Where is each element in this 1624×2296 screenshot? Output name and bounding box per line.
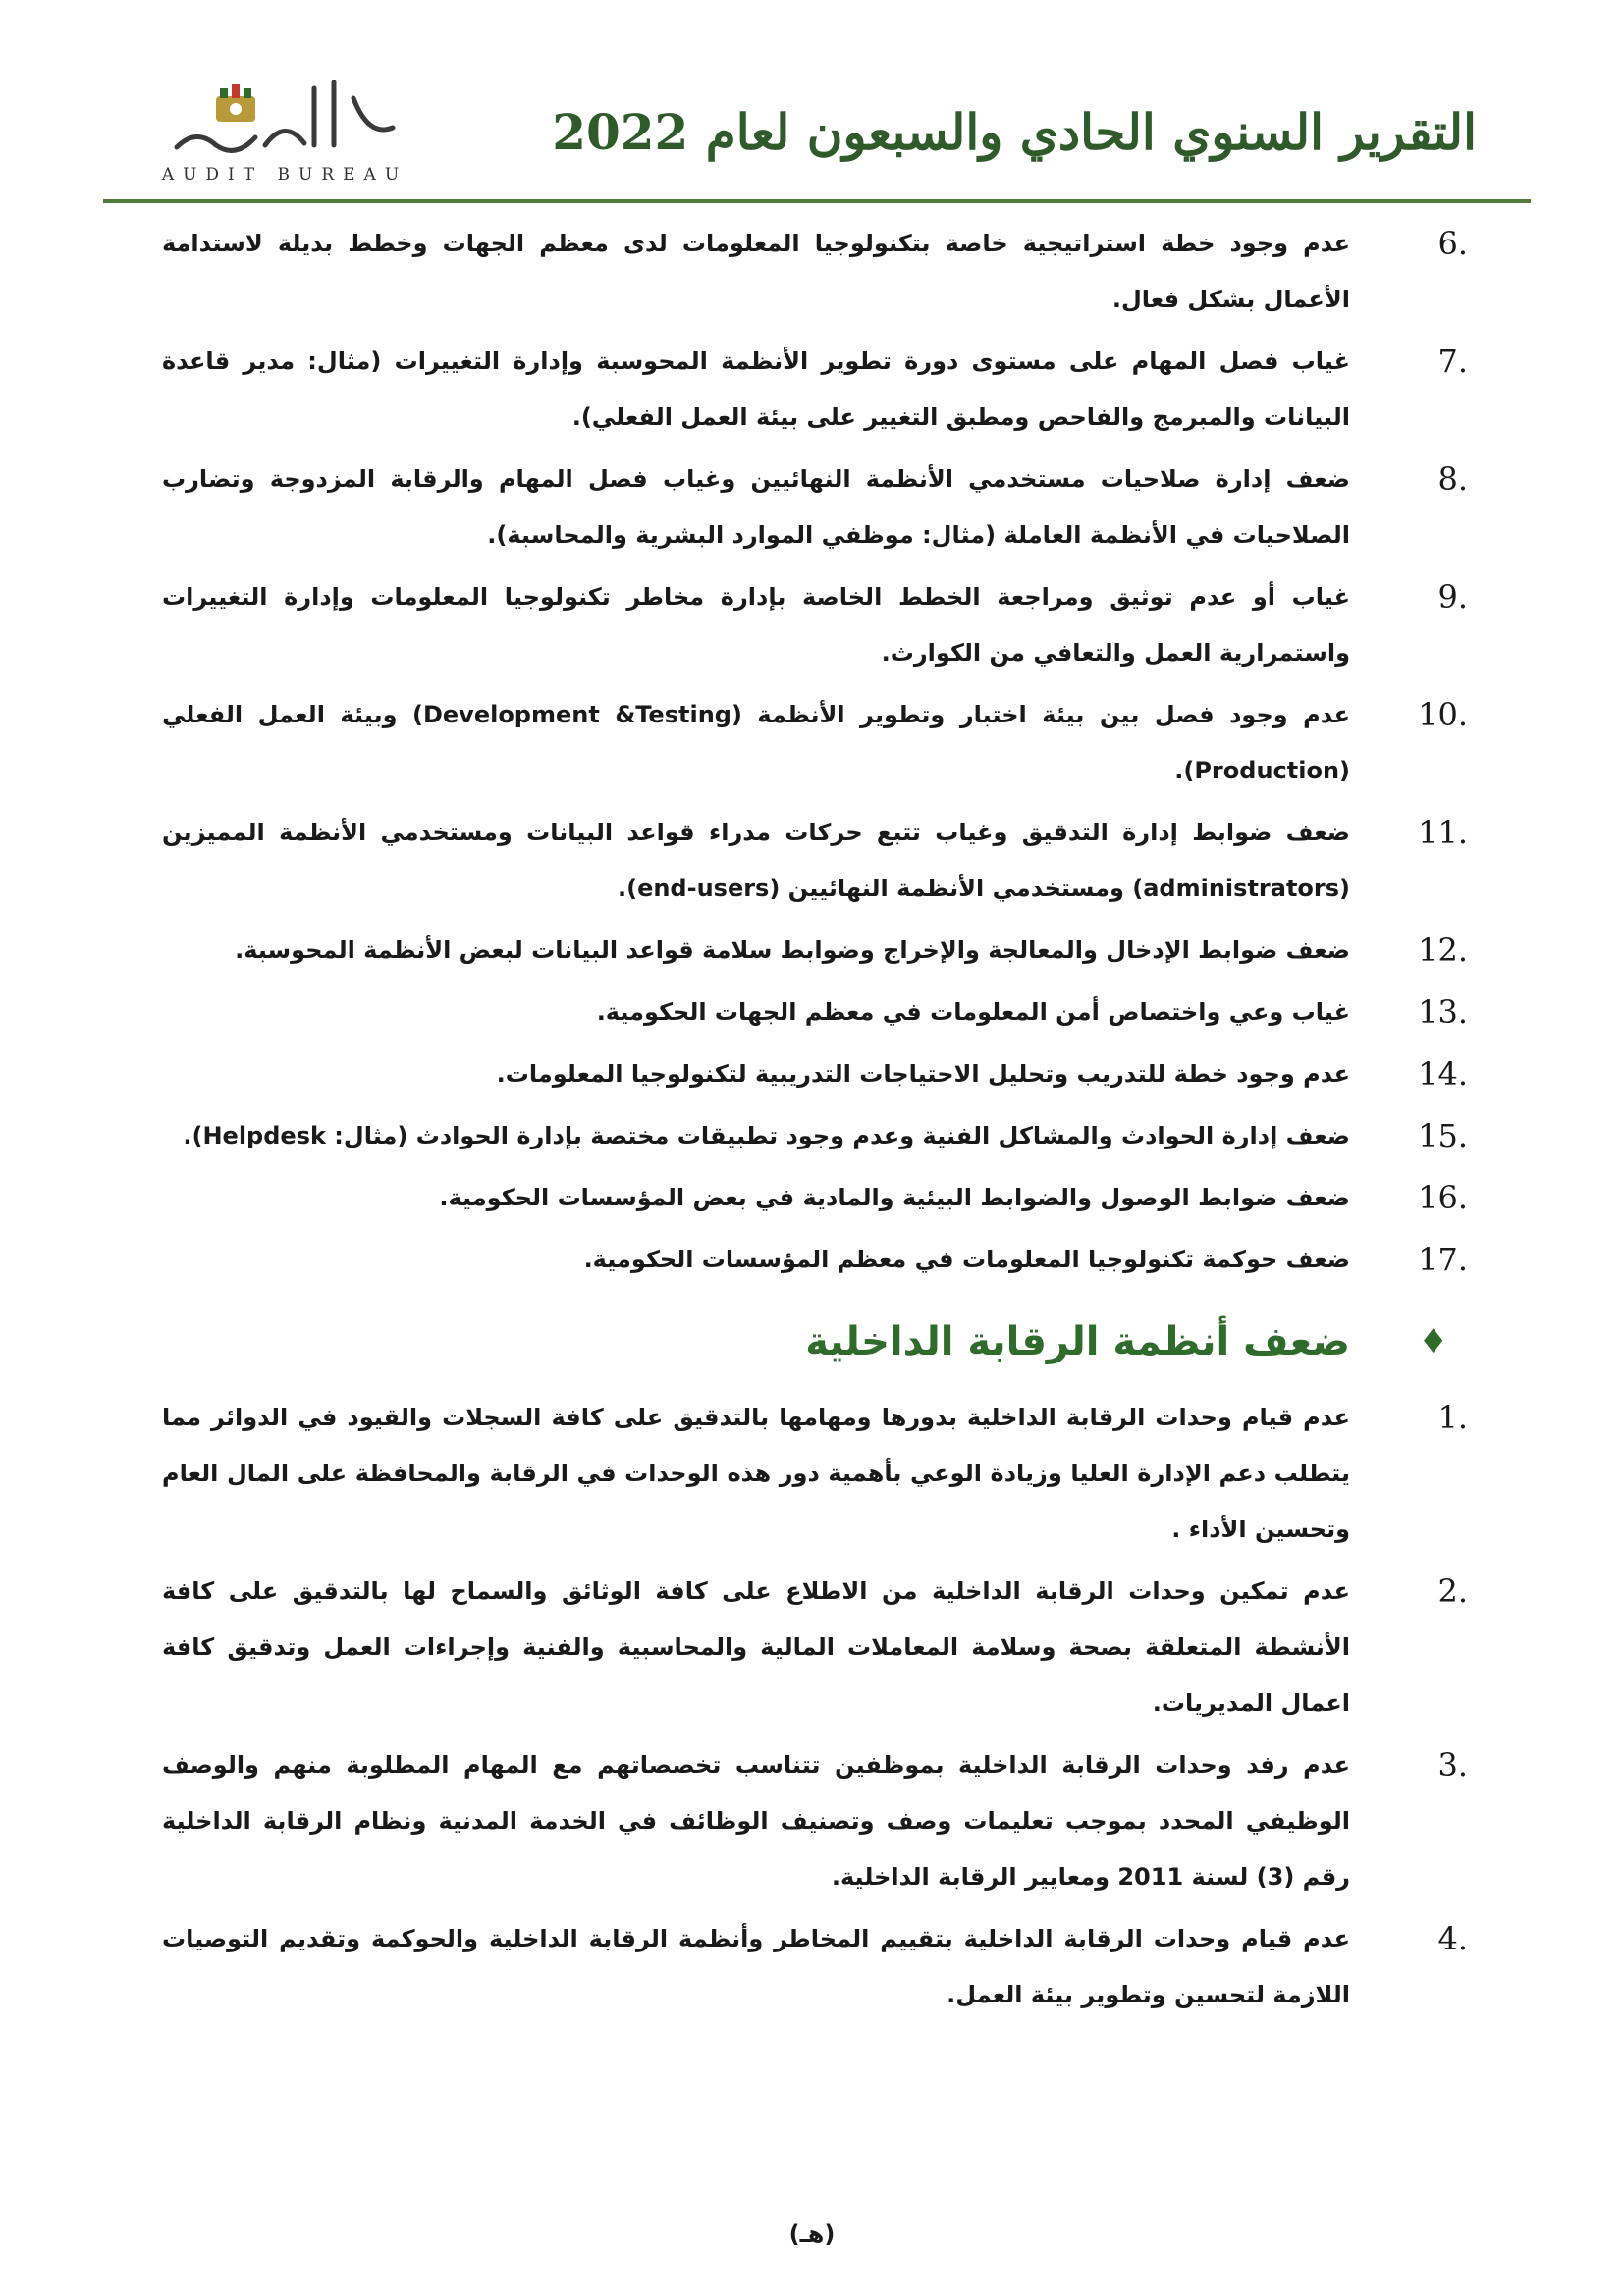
- list-item: [162, 1046, 1468, 1102]
- item-number: 1.: [1437, 1399, 1468, 1436]
- item-text: ضعف ضوابط الوصول والضوابط البيئية والمادية في بعض المؤسسات الحكومية.: [439, 1184, 1350, 1211]
- list-item: [162, 985, 1468, 1041]
- list-item: [162, 1737, 1468, 1905]
- list-item: [162, 1911, 1468, 2023]
- list-item: [162, 452, 1468, 563]
- internal-control-list: [162, 1390, 1468, 2023]
- item-text: عدم وجود خطة استراتيجية خاصة بتكنولوجيا المعلومات لدى معظم الجهات وخطط بديلة لاستدامة الأعمال بشكل فعال.: [162, 230, 1350, 313]
- it-weakness-list: [162, 216, 1468, 1288]
- item-number: 9.: [1437, 578, 1468, 615]
- item-number: 10.: [1418, 696, 1468, 733]
- item-number: 3.: [1437, 1746, 1468, 1784]
- item-text: ضعف حوكمة تكنولوجيا المعلومات في معظم المؤسسات الحكومية.: [583, 1246, 1350, 1273]
- page-number: (هـ): [788, 2220, 836, 2248]
- item-number: 17.: [1418, 1241, 1468, 1278]
- list-item: [162, 805, 1468, 917]
- item-number: 6.: [1437, 225, 1468, 262]
- section-title-text: ضعف أنظمة الرقابة الداخلية: [805, 1319, 1350, 1364]
- logo-calligraphy-icon: [157, 69, 412, 167]
- list-item: [162, 1564, 1468, 1732]
- list-item: [162, 334, 1468, 446]
- list-item: [162, 1390, 1468, 1558]
- section-heading: [162, 1308, 1468, 1376]
- list-item: [162, 1170, 1468, 1226]
- logo-subtitle: AUDIT BUREAU: [161, 165, 408, 185]
- report-title: التقرير السنوي الحادي والسبعون لعام 2022: [552, 103, 1477, 161]
- item-number: 13.: [1418, 993, 1468, 1031]
- item-text: عدم تمكين وحدات الرقابة الداخلية من الاطلاع على كافة الوثائق والسماح لها بالتدقيق على كافة الأنشطة المتعلقة بصحة وسلامة المعاملات المالية والمحاسبية والفنية وإجراءات العمل وتدقيق كافة اعمال المديريات.: [162, 1577, 1350, 1717]
- item-number: 14.: [1418, 1055, 1468, 1093]
- item-number: 2.: [1437, 1573, 1468, 1610]
- audit-bureau-logo: [147, 59, 422, 187]
- item-number: 4.: [1437, 1920, 1468, 1957]
- list-item: [162, 1108, 1468, 1164]
- item-text: عدم رفد وحدات الرقابة الداخلية بموظفين تتناسب تخصصاتهم مع المهام المطلوبة منهم والوصف الوظيفي المحدد بموجب تعليمات وصف وتصنيف الوظائف في الخدمة المدنية ونظام الرقابة الداخلية رقم (3) لسنة 2011 ومعايير الرقابة الداخلية.: [162, 1751, 1350, 1891]
- item-text: غياب وعي واختصاص أمن المعلومات في معظم الجهات الحكومية.: [596, 998, 1350, 1026]
- item-text: عدم قيام وحدات الرقابة الداخلية بدورها ومهامها بالتدقيق على كافة السجلات والقيود في الدوائر مما يتطلب دعم الإدارة العليا وزيادة الوعي بأهمية دور هذه الوحدات في الرقابة والمحافظة على المال العام وتحسين الأداء .: [162, 1404, 1350, 1543]
- list-item: [162, 923, 1468, 979]
- page-header: [0, 0, 1624, 206]
- list-item: [162, 569, 1468, 681]
- main-content: [162, 216, 1468, 2029]
- item-number: 12.: [1418, 932, 1468, 969]
- item-text: عدم وجود خطة للتدريب وتحليل الاحتياجات التدريبية لتكنولوجيا المعلومات.: [496, 1060, 1350, 1088]
- item-text: عدم قيام وحدات الرقابة الداخلية بتقييم المخاطر وأنظمة الرقابة الداخلية والحوكمة وتقديم التوصيات اللازمة لتحسين وتطوير بيئة العمل.: [162, 1925, 1350, 2008]
- item-text: عدم وجود فصل بين بيئة اختبار وتطوير الأنظمة (Development &Testing) وبيئة العمل الفعلي (Production).: [162, 701, 1351, 784]
- item-number: 7.: [1437, 343, 1468, 380]
- list-item: [162, 216, 1468, 328]
- item-number: 15.: [1418, 1117, 1468, 1154]
- diamond-bullet-icon: ♦: [1418, 1322, 1448, 1362]
- item-text: ضعف ضوابط الإدخال والمعالجة والإخراج وضوابط سلامة قواعد البيانات لبعض الأنظمة المحوسبة.: [235, 936, 1350, 964]
- item-text: ضعف إدارة صلاحيات مستخدمي الأنظمة النهائيين وغياب فصل المهام والرقابة المزدوجة وتضارب الصلاحيات في الأنظمة العاملة (مثال: موظفي الموارد البشرية والمحاسبة).: [162, 465, 1350, 549]
- item-number: 16.: [1418, 1179, 1468, 1216]
- item-number: 8.: [1437, 460, 1468, 498]
- item-number: 11.: [1418, 814, 1468, 851]
- item-text: ضعف إدارة الحوادث والمشاكل الفنية وعدم وجود تطبيقات مختصة بإدارة الحوادث (مثال: Helpdesk).: [183, 1122, 1350, 1149]
- list-item: [162, 1232, 1468, 1288]
- header-rule: [103, 199, 1531, 203]
- list-item: [162, 687, 1468, 799]
- item-text: ضعف ضوابط إدارة التدقيق وغياب تتبع حركات مدراء قواعد البيانات ومستخدمي الأنظمة المميزين (administrators) ومستخدمي الأنظمة النهائيين (end-users).: [162, 819, 1350, 902]
- item-text: غياب فصل المهام على مستوى دورة تطوير الأنظمة المحوسبة وإدارة التغييرات (مثال: مدير قاعدة البيانات والمبرمج والفاحص ومطبق التغيير على بيئة العمل الفعلي).: [162, 347, 1350, 431]
- item-text: غياب أو عدم توثيق ومراجعة الخطط الخاصة بإدارة مخاطر تكنولوجيا المعلومات وإدارة التغييرات واستمرارية العمل والتعافي من الكوارث.: [162, 583, 1350, 667]
